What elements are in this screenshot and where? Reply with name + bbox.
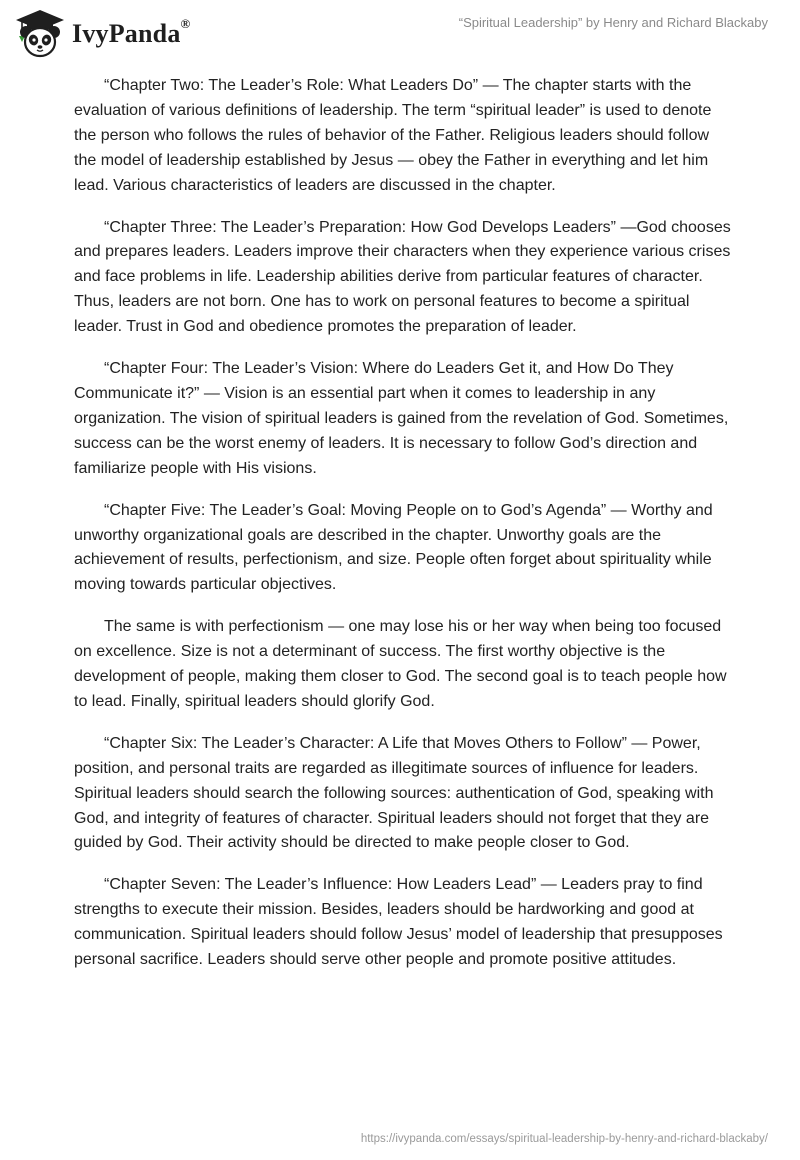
ivypanda-logo[interactable] xyxy=(14,8,190,60)
paragraph: “Chapter Seven: The Leader’s Influence: How Leaders Lead” — Leaders pray to find strengths to execute their mission. Besides, leaders should be hardworking and good at communication. Spiritual leaders should follow Jesus’ model of leadership that presupposes personal sacrifice. Leaders should serve other people and promote positive attitudes. xyxy=(74,876,723,969)
paragraph: The same is with perfectionism — one may lose his or her way when being too focused on excellence. Size is not a determinant of success. The first worthy objective is the development of people, making them closer to God. The second goal is to teach people how to lead. Finally, spiritual leaders should glorify God. xyxy=(74,618,727,710)
panda-graduation-cap-icon xyxy=(14,8,66,60)
essay-body xyxy=(74,74,734,990)
paragraph: “Chapter Five: The Leader’s Goal: Moving People on to God’s Agenda” — Worthy and unworthy organizational goals are described in the chapter. Unworthy goals are the achievement of results, perfectionism, and size. People often forget about spirituality while moving towards particular objectives. xyxy=(74,501,713,594)
paragraph: “Chapter Six: The Leader’s Character: A Life that Moves Others to Follow” — Power, position, and personal traits are regarded as illegitimate sources of influence for leaders. Spiritual leaders should search the following sources: authentication of God, speaking with God, and integrity of features of character. Spiritual leaders should not forget that they are guided by God. Their activity should be directed to make people closer to God. xyxy=(74,734,714,852)
source-url[interactable]: https://ivypanda.com/essays/spiritual-leadership-by-henry-and-richard-blackaby/ xyxy=(360,1133,768,1145)
document-title: “Spiritual Leadership” by Henry and Richard Blackaby xyxy=(458,15,768,30)
paragraph: “Chapter Three: The Leader’s Preparation: How God Develops Leaders” —God chooses and prepares leaders. Leaders improve their characters when they experience various crises and face problems in life. Leadership abilities derive from particular features of character. Thus, leaders are not born. One has to work on personal features to become a spiritual leader. Trust in God and obedience promotes the preparation of leader. xyxy=(74,218,731,336)
paragraph: “Chapter Four: The Leader’s Vision: Where do Leaders Get it, and How Do They Communicate it?” — Vision is an essential part when it comes to leadership in any organization. The vision of spiritual leaders is gained from the revelation of God. Sometimes, success can be the worst enemy of leaders. It is necessary to follow God’s direction and familiarize people with His visions. xyxy=(74,360,729,477)
paragraph: “Chapter Two: The Leader’s Role: What Leaders Do” — The chapter starts with the evaluation of various definitions of leadership. The term “spiritual leader” is used to denote the person who follows the rules of behavior of the Father. Religious leaders should follow the model of leadership established by Jesus — obey the Father in everything and let him lead. Various characteristics of leaders are discussed in the chapter. xyxy=(74,77,712,194)
logo-wordmark: IvyPanda® xyxy=(72,16,191,48)
page-header xyxy=(0,0,800,70)
